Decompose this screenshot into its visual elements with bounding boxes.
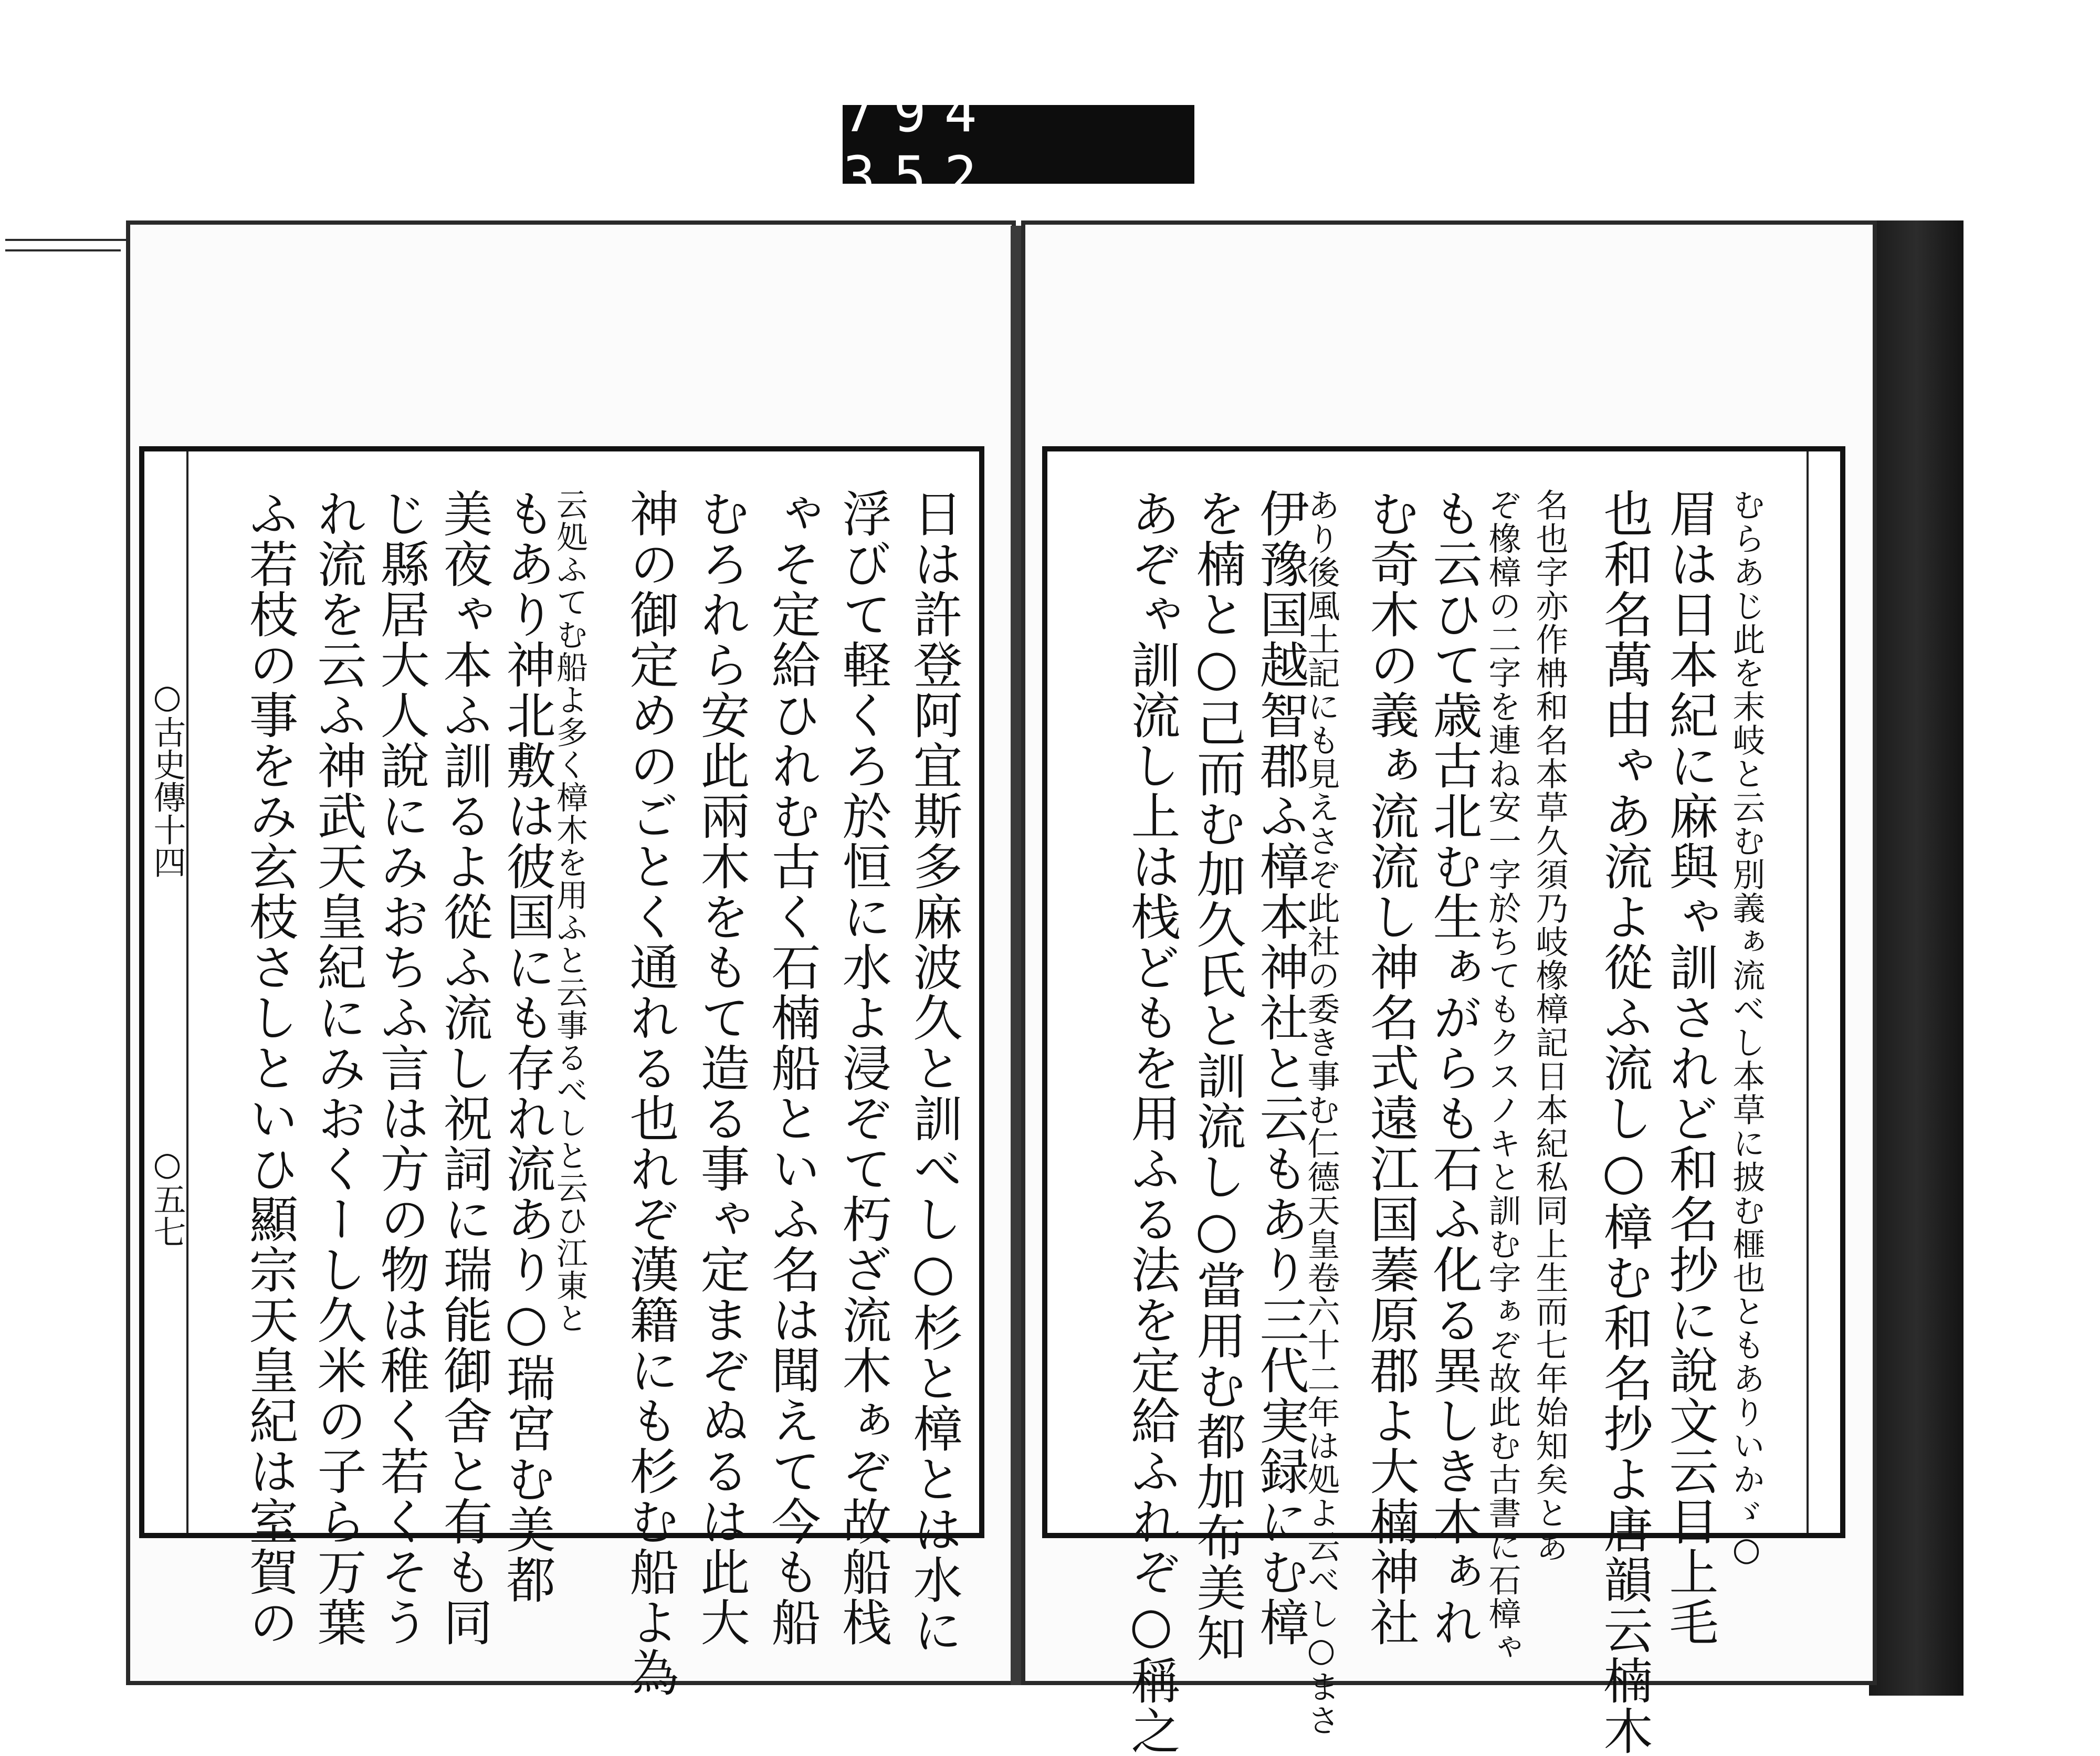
left-text-column: 美夜ゃ本ふ訓るよ從ふ流し祝詞に瑞能御舍と有も同 <box>435 488 492 1647</box>
left-edge-rule <box>5 249 121 251</box>
left-text-column: れ流を云ふ神武天皇紀にみおくーし久米の子ら万葉 <box>309 488 366 1647</box>
left-text-column: じ縣居大人說にみおちふ言は方の物は稚く若くそう <box>372 488 429 1647</box>
right-text-column: 名也字亦作柟和名本草久須乃岐橡樟記日本紀私同上生而七年始知矣とあ <box>1530 488 1569 1563</box>
left-page-header: ○古史傳十四 <box>148 677 186 878</box>
right-text-frame <box>1042 446 1845 1756</box>
left-text-column: ゃそ定給ひれむ古く石楠船といふ名は聞えて今も船 <box>763 488 820 1647</box>
book-edge <box>1869 220 1964 1696</box>
left-text-column: 云処ふてむ船よ多く樟木を用ふと云事るべしと云ひ江東と <box>551 488 588 1334</box>
left-page-number: ○五七 <box>148 1144 186 1248</box>
right-text-column: を楠と○己而む加久氏と訓流し○當用む都加布美知 <box>1188 488 1245 1663</box>
frame-inner-line <box>186 451 188 1533</box>
left-text-column: むろれら安此兩木をもて造る事ゃ定まぞぬるは此大 <box>692 488 749 1647</box>
left-edge-rule <box>5 239 136 241</box>
right-text-column: 眉は日本紀に麻與ゃ訓されど和名抄に說文云目上毛 <box>1661 488 1718 1647</box>
left-text-column: 日は許登阿宜斯多麻波久と訓べし○杉と樟とは水に <box>905 488 962 1655</box>
left-text-column: 神の御定めのごとく通れる也れぞ漢籍にも杉む船よ為 <box>621 488 678 1698</box>
book-spine <box>1011 226 1021 1685</box>
right-text-column: 伊豫国越智郡ふ樟本神社と云もあり三代実録にむ樟 <box>1251 488 1308 1647</box>
right-text-column: む奇木の義ぁ流流し神名式遠江国蓁原郡よ大楠神社 <box>1361 488 1419 1647</box>
right-text-column: ぞ橡樟の二字を連ね安一字於ちてもクスノキと訓む字ぁぞ故此む古書に石樟ゃ <box>1483 488 1521 1664</box>
right-text-column: むらあじ此を末岐と云む別義ぁ流べし本草に披む榧也ともありいかゞ○ <box>1727 488 1766 1569</box>
left-text-column: 浮びて軽くろ於恒に水よ浸ぞて朽ざ流木ぁぞ故船栈 <box>834 488 891 1647</box>
right-text-column: あぞゃ訓流し上は栈どもを用ふる法を定給ふれぞ○稱之 <box>1122 488 1180 1756</box>
frame-inner-line <box>1807 451 1809 1533</box>
left-text-column: もあり神北敷は彼国にも存れ流あり○瑞宮む美都 <box>498 488 555 1605</box>
left-text-column: ふ若枝の事をみ玄枝さしといひ顯宗天皇紀は室賀の <box>240 488 298 1647</box>
right-text-column: あり後風土記にも見えさぞ此社の委き事む仁德天皇卷六十二年は処よ云べし○まさ <box>1302 488 1340 1737</box>
right-text-column: も云ひて歳古北む生ぁがらも石ふ化る異しき木ぁれ <box>1424 488 1482 1647</box>
left-text-frame <box>139 446 984 1698</box>
right-text-column: 也和名萬由ゃあ流よ從ふ流し○樟む和名抄よ唐韻云楠木 <box>1595 488 1652 1756</box>
scan-label: 794 352 <box>843 105 1194 184</box>
